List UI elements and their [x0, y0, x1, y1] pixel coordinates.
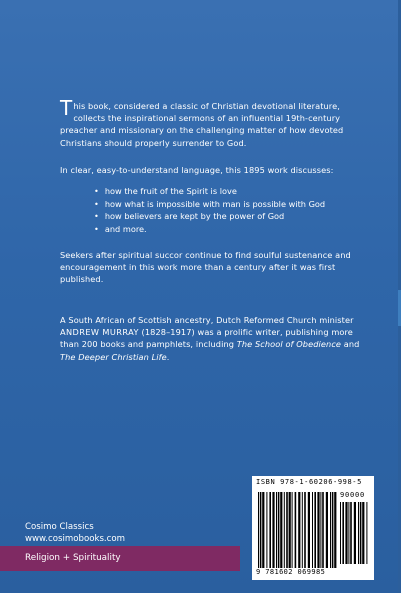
bio-text: (1828–1917) was a prolific writer, publishing more than 200 books and pamphlets, including [60, 327, 353, 350]
description-paragraph-2: In clear, easy-to-understand language, this 1895 work discusses: [60, 165, 334, 175]
barcode-bar [340, 502, 341, 564]
isbn-text: ISBN 978-1-60206-998-5 [256, 478, 362, 486]
barcode-bar [332, 492, 334, 568]
publisher-name: Cosimo Classics [25, 522, 94, 532]
barcode-bar [289, 492, 291, 568]
barcode-bar [276, 492, 277, 568]
barcode-bar [350, 502, 352, 564]
barcode-bar [272, 492, 274, 568]
barcode-bar [345, 502, 347, 564]
author-name: ANDREW MURRAY [60, 327, 139, 338]
barcode-bar [358, 502, 359, 564]
barcode-bar [330, 492, 331, 568]
book-title: The School of Obedience [236, 339, 342, 350]
barcode-bar [286, 492, 288, 568]
topic-item: • how what is impossible with man is possible with God [94, 198, 364, 211]
bio-text: A South African of Scottish ancestry, Dutch Reformed Church minister [60, 315, 354, 325]
barcode-bar [262, 492, 264, 568]
barcode-bar [266, 492, 267, 568]
price-code: 90000 [340, 491, 366, 499]
barcode-bar [348, 502, 349, 564]
publisher-url: www.cosimobooks.com [25, 534, 126, 544]
description-paragraph-1 [60, 96, 360, 149]
barcode-bar [362, 502, 364, 564]
barcode-bar [302, 492, 303, 568]
barcode [252, 476, 374, 580]
category-label: Religion + Spirituality [25, 553, 121, 563]
barcode-bar [334, 492, 336, 568]
barcode-bar [269, 492, 271, 568]
barcode-bar [292, 492, 293, 568]
bio-text: . [166, 351, 170, 362]
publisher-block [25, 521, 125, 545]
barcode-bar [278, 492, 280, 568]
barcode-bar [298, 492, 300, 568]
topic-item: • and more. [94, 223, 364, 236]
ean-text: 9 781602 069985 [256, 568, 326, 576]
drop-cap: T [60, 96, 73, 120]
description-paragraph-3: Seekers after spiritual succor continue to find soulful sustenance and encouragement in this work more than a century after it was first published. [60, 250, 351, 285]
topics-list [94, 185, 364, 235]
bio-text: and [341, 339, 360, 350]
author-bio [60, 314, 360, 363]
barcode-bars [258, 492, 338, 568]
barcode-addon-bars [340, 502, 370, 564]
book-title: The Deeper Christian Life [60, 351, 167, 362]
barcode-bar [320, 492, 321, 568]
barcode-bar [308, 492, 310, 568]
topic-item: • how the fruit of the Spirit is love [94, 185, 364, 198]
barcode-bar [312, 492, 313, 568]
barcode-bar [317, 492, 319, 568]
barcode-bar [258, 492, 259, 568]
topic-item: • how believers are kept by the power of God [94, 210, 364, 223]
barcode-bar [322, 492, 324, 568]
barcode-bar [360, 502, 362, 564]
barcode-bar [314, 492, 316, 568]
barcode-bar [304, 492, 306, 568]
barcode-bar [354, 502, 356, 564]
barcode-bar [295, 492, 297, 568]
barcode-bar [326, 492, 328, 568]
barcode-bar [280, 492, 282, 568]
barcode-bar [342, 502, 344, 564]
barcode-bar [260, 492, 262, 568]
barcode-bar [284, 492, 285, 568]
paragraph-text: his book, considered a classic of Christian devotional literature, collects the inspirational sermons of an influential 19th-century preacher and missionary on the challenging matter of how devoted Christians should properly surrender to God. [60, 101, 344, 148]
barcode-bar [366, 502, 367, 564]
